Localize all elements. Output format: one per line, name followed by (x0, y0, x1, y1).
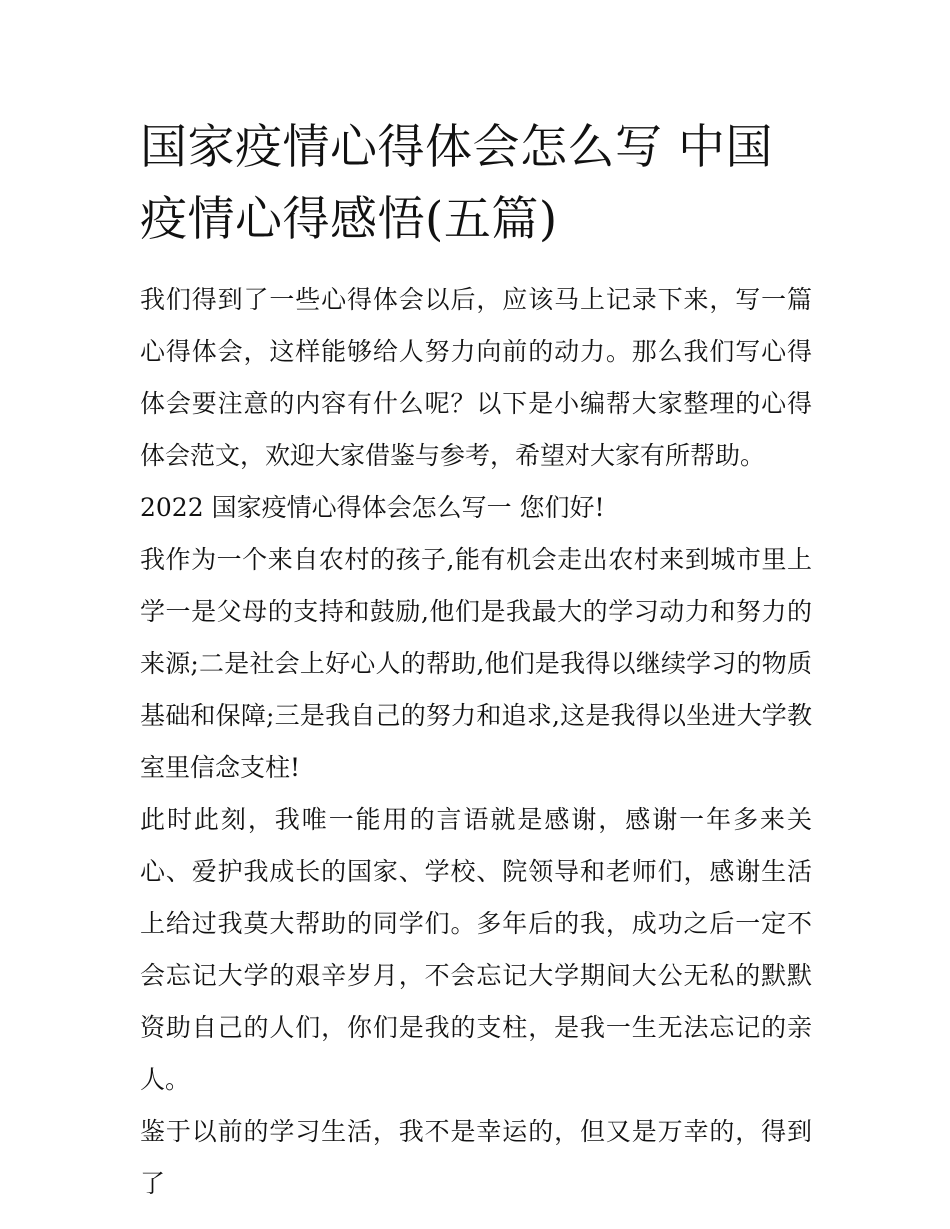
body-paragraph: 我作为一个来自农村的孩子,能有机会走出农村来到城市里上学一是父母的支持和鼓励,他们是我最大的学习动力和努力的来源;二是社会上好心人的帮助,他们是我得以继续学习的物质基础和保障;三是我自己的努力和追求,这是我得以坐进大学教室里信念支柱! (140, 545, 812, 782)
intro-paragraph: 我们得到了一些心得体会以后，应该马上记录下来，写一篇心得体会，这样能够给人努力向前的动力。那么我们写心得体会要注意的内容有什么呢？以下是小编帮大家整理的心得体会范文，欢迎大家借鉴与参考，希望对大家有所帮助。 (140, 285, 812, 470)
body-paragraph: 此时此刻，我唯一能用的言语就是感谢，感谢一年多来关心、爱护我成长的国家、学校、院领导和老师们，感谢生活上给过我莫大帮助的同学们。多年后的我，成功之后一定不会忘记大学的艰辛岁月，不会忘记大学期间大公无私的默默资助自己的人们，你们是我的支柱，是我一生无法忘记的亲人。 (140, 805, 812, 1094)
section-heading: 2022 国家疫情心得体会怎么写一 您们好! (140, 493, 605, 522)
document-title: 国家疫情心得体会怎么写 中国疫情心得感悟(五篇) (140, 120, 773, 247)
body-paragraph: 鉴于以前的学习生活，我不是幸运的，但又是万幸的，得到了 (140, 1117, 812, 1198)
document-body (140, 112, 812, 1210)
